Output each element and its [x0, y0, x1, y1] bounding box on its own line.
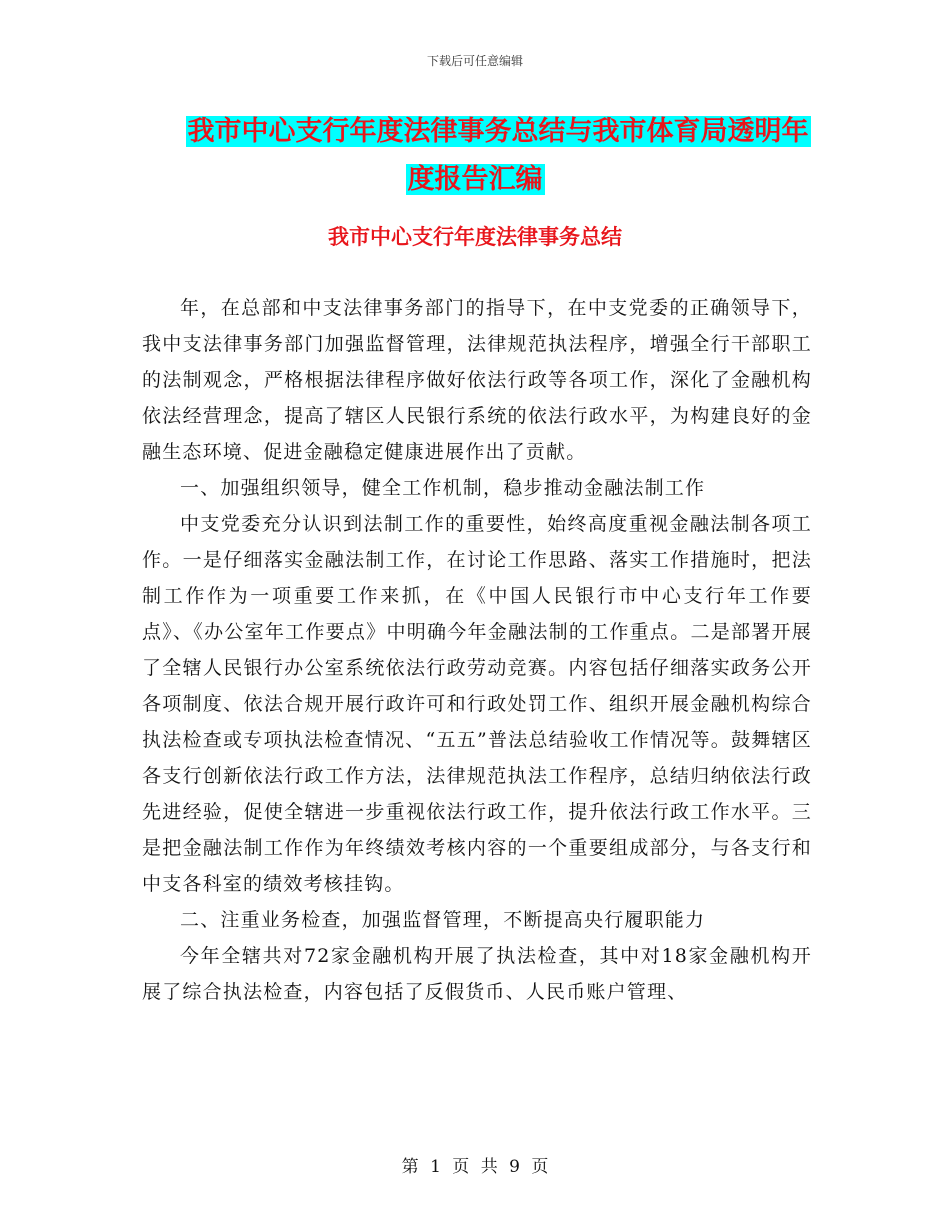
section-title: 我市中心支行年度法律事务总结 — [328, 224, 622, 249]
heading-one: 一、加强组织领导，健全工作机制，稳步推动金融法制工作 — [180, 477, 706, 499]
page-header-note: 下载后可任意编辑 — [426, 54, 523, 68]
document-title — [0, 108, 950, 204]
document-title-line-2: 度报告汇编 — [407, 164, 543, 195]
heading-two: 二、注重业务检查，加强监督管理，不断提高央行履职能力 — [180, 909, 706, 931]
document-title-line-1: 我市中心支行年度法律事务总结与我市体育局透明年 — [187, 116, 809, 147]
paragraph-intro: 年，在总部和中支法律事务部门的指导下，在中支党委的正确领导下，我中支法律事务部门加强监督管理，法律规范执法程序，增强全行干部职工的法制观念，严格根据法律程序做好依法行政等各项工作，深化了金融机构依法经营理念，提高了辖区人民银行系统的依法行政水平，为构建良好的金融生态环境、促进金融稳定健康进展作出了贡献。 — [142, 297, 812, 463]
page-number-footer: 第 1 页 共 9 页 — [401, 1157, 549, 1177]
paragraph-one: 中支党委充分认识到法制工作的重要性，始终高度重视金融法制各项工作。一是仔细落实金融法制工作，在讨论工作思路、落实工作措施时，把法制工作作为一项重要工作来抓，在《中国人民银行市中心支行年工作要点》、《办公室年工作要点》中明确今年金融法制的工作重点。二是部署开展了全辖人民银行办公室系统依法行政劳动竞赛。内容包括仔细落实政务公开各项制度、依法合规开展行政许可和行政处罚工作、组织开展金融机构综合执法检查或专项执法检查情况、“五五”普法总结验收工作情况等。鼓舞辖区各支行创新依法行政工作方法，法律规范执法工作程序，总结归纳依法行政先进经验，促使全辖进一步重视依法行政工作，提升依法行政工作水平。三是把金融法制工作作为年终绩效考核内容的一个重要组成部分，与各支行和中支各科室的绩效考核挂钩。 — [142, 513, 812, 895]
paragraph-two: 今年全辖共对72家金融机构开展了执法检查，其中对18家金融机构开展了综合执法检查，内容包括了反假货币、人民币账户管理、 — [142, 945, 812, 1003]
body-text — [142, 290, 812, 1010]
